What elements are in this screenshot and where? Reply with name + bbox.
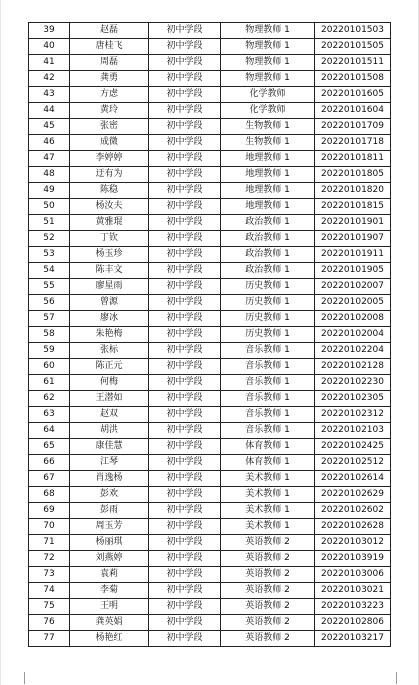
cell-subject-position: 美术教师 1 — [221, 503, 315, 519]
cell-name: 赵磊 — [70, 23, 149, 39]
cell-subject-position: 音乐教师 1 — [221, 423, 315, 439]
cell-subject-position: 英语教师 2 — [221, 615, 315, 631]
cell-name: 丁钦 — [70, 231, 149, 247]
cell-exam-id: 20220103217 — [315, 631, 391, 647]
table-row — [29, 471, 391, 487]
cell-name: 王潜如 — [70, 391, 149, 407]
table-row — [29, 295, 391, 311]
table-row — [29, 599, 391, 615]
cell-exam-id: 20220102128 — [315, 359, 391, 375]
table-row — [29, 135, 391, 151]
cell-subject-position: 地理教师 1 — [221, 167, 315, 183]
cell-school-stage: 初中学段 — [149, 423, 221, 439]
cell-name: 廖星雨 — [70, 279, 149, 295]
cell-name: 龚英娟 — [70, 615, 149, 631]
cell-school-stage: 初中学段 — [149, 599, 221, 615]
cell-name: 陈丰文 — [70, 263, 149, 279]
table-row — [29, 167, 391, 183]
cell-subject-position: 政治教师 1 — [221, 247, 315, 263]
table-row — [29, 247, 391, 263]
cell-name: 杨汝夫 — [70, 199, 149, 215]
cell-exam-id: 20220103021 — [315, 583, 391, 599]
cell-exam-id: 20220102103 — [315, 423, 391, 439]
page-corner-mark-right — [396, 672, 407, 684]
cell-school-stage: 初中学段 — [149, 183, 221, 199]
cell-subject-position: 生物教师 1 — [221, 119, 315, 135]
cell-school-stage: 初中学段 — [149, 535, 221, 551]
cell-subject-position: 历史教师 1 — [221, 295, 315, 311]
cell-name: 彭雨 — [70, 503, 149, 519]
cell-name: 王明 — [70, 599, 149, 615]
roster-table-body — [29, 23, 391, 647]
cell-exam-id: 20220101505 — [315, 39, 391, 55]
cell-number: 72 — [29, 551, 70, 567]
cell-name: 周玉芳 — [70, 519, 149, 535]
cell-exam-id: 20220102305 — [315, 391, 391, 407]
cell-subject-position: 音乐教师 1 — [221, 359, 315, 375]
cell-exam-id: 20220102628 — [315, 519, 391, 535]
table-row — [29, 359, 391, 375]
cell-school-stage: 初中学段 — [149, 247, 221, 263]
table-row — [29, 103, 391, 119]
cell-number: 41 — [29, 55, 70, 71]
cell-school-stage: 初中学段 — [149, 151, 221, 167]
cell-exam-id: 20220101815 — [315, 199, 391, 215]
cell-exam-id: 20220102008 — [315, 311, 391, 327]
cell-exam-id: 20220103223 — [315, 599, 391, 615]
cell-school-stage: 初中学段 — [149, 551, 221, 567]
table-row — [29, 311, 391, 327]
cell-number: 62 — [29, 391, 70, 407]
cell-number: 52 — [29, 231, 70, 247]
cell-school-stage: 初中学段 — [149, 615, 221, 631]
cell-exam-id: 20220102204 — [315, 343, 391, 359]
cell-exam-id: 20220103006 — [315, 567, 391, 583]
cell-number: 61 — [29, 375, 70, 391]
cell-subject-position: 历史教师 1 — [221, 327, 315, 343]
cell-school-stage: 初中学段 — [149, 327, 221, 343]
cell-subject-position: 物理教师 1 — [221, 23, 315, 39]
cell-subject-position: 物理教师 1 — [221, 55, 315, 71]
cell-exam-id: 20220101718 — [315, 135, 391, 151]
cell-exam-id: 20220102230 — [315, 375, 391, 391]
cell-number: 44 — [29, 103, 70, 119]
cell-subject-position: 英语教师 2 — [221, 551, 315, 567]
cell-exam-id: 20220102312 — [315, 407, 391, 423]
cell-number: 68 — [29, 487, 70, 503]
cell-name: 赵双 — [70, 407, 149, 423]
cell-number: 67 — [29, 471, 70, 487]
cell-subject-position: 历史教师 1 — [221, 279, 315, 295]
cell-subject-position: 化学教师 — [221, 103, 315, 119]
cell-number: 56 — [29, 295, 70, 311]
cell-school-stage: 初中学段 — [149, 375, 221, 391]
cell-number: 58 — [29, 327, 70, 343]
cell-name: 康佳慧 — [70, 439, 149, 455]
cell-name: 杨玉珍 — [70, 247, 149, 263]
cell-exam-id: 20220102005 — [315, 295, 391, 311]
cell-subject-position: 英语教师 2 — [221, 535, 315, 551]
cell-school-stage: 初中学段 — [149, 631, 221, 647]
cell-exam-id: 20220101901 — [315, 215, 391, 231]
cell-name: 陈正元 — [70, 359, 149, 375]
cell-exam-id: 20220101605 — [315, 87, 391, 103]
cell-school-stage: 初中学段 — [149, 231, 221, 247]
cell-name: 黄玲 — [70, 103, 149, 119]
cell-exam-id: 20220102614 — [315, 471, 391, 487]
cell-exam-id: 20220101604 — [315, 103, 391, 119]
cell-name: 杨艳红 — [70, 631, 149, 647]
cell-school-stage: 初中学段 — [149, 119, 221, 135]
cell-school-stage: 初中学段 — [149, 487, 221, 503]
cell-subject-position: 地理教师 1 — [221, 183, 315, 199]
cell-school-stage: 初中学段 — [149, 23, 221, 39]
cell-name: 张密 — [70, 119, 149, 135]
cell-number: 64 — [29, 423, 70, 439]
cell-school-stage: 初中学段 — [149, 343, 221, 359]
table-row — [29, 455, 391, 471]
cell-number: 60 — [29, 359, 70, 375]
cell-exam-id: 20220102629 — [315, 487, 391, 503]
cell-number: 54 — [29, 263, 70, 279]
cell-exam-id: 20220103919 — [315, 551, 391, 567]
table-row — [29, 439, 391, 455]
cell-name: 曾源 — [70, 295, 149, 311]
table-row — [29, 631, 391, 647]
cell-school-stage: 初中学段 — [149, 359, 221, 375]
cell-name: 胡洪 — [70, 423, 149, 439]
cell-name: 廖冰 — [70, 311, 149, 327]
cell-number: 74 — [29, 583, 70, 599]
table-row — [29, 615, 391, 631]
table-row — [29, 199, 391, 215]
cell-school-stage: 初中学段 — [149, 439, 221, 455]
cell-subject-position: 英语教师 2 — [221, 631, 315, 647]
cell-exam-id: 20220101907 — [315, 231, 391, 247]
cell-name: 刘燕婷 — [70, 551, 149, 567]
cell-subject-position: 美术教师 1 — [221, 487, 315, 503]
cell-subject-position: 化学教师 — [221, 87, 315, 103]
cell-number: 51 — [29, 215, 70, 231]
table-row — [29, 215, 391, 231]
cell-name: 肖逸杨 — [70, 471, 149, 487]
table-row — [29, 231, 391, 247]
table-row — [29, 119, 391, 135]
cell-subject-position: 英语教师 2 — [221, 583, 315, 599]
table-row — [29, 423, 391, 439]
cell-name: 唐桂飞 — [70, 39, 149, 55]
cell-subject-position: 英语教师 2 — [221, 599, 315, 615]
cell-subject-position: 音乐教师 1 — [221, 391, 315, 407]
cell-subject-position: 政治教师 1 — [221, 263, 315, 279]
teacher-roster-table — [28, 22, 391, 647]
cell-subject-position: 物理教师 1 — [221, 71, 315, 87]
cell-subject-position: 地理教师 1 — [221, 151, 315, 167]
cell-exam-id: 20220103012 — [315, 535, 391, 551]
cell-exam-id: 20220101911 — [315, 247, 391, 263]
cell-exam-id: 20220102425 — [315, 439, 391, 455]
table-row — [29, 151, 391, 167]
cell-number: 43 — [29, 87, 70, 103]
cell-school-stage: 初中学段 — [149, 135, 221, 151]
table-row — [29, 519, 391, 535]
cell-subject-position: 美术教师 1 — [221, 519, 315, 535]
cell-name: 江琴 — [70, 455, 149, 471]
cell-exam-id: 20220102602 — [315, 503, 391, 519]
cell-exam-id: 20220101709 — [315, 119, 391, 135]
cell-name: 迂有为 — [70, 167, 149, 183]
cell-number: 71 — [29, 535, 70, 551]
cell-school-stage: 初中学段 — [149, 55, 221, 71]
cell-name: 陈稳 — [70, 183, 149, 199]
cell-school-stage: 初中学段 — [149, 295, 221, 311]
table-row — [29, 327, 391, 343]
cell-school-stage: 初中学段 — [149, 567, 221, 583]
table-row — [29, 535, 391, 551]
table-row — [29, 375, 391, 391]
page-corner-mark-left — [14, 672, 25, 684]
cell-school-stage: 初中学段 — [149, 503, 221, 519]
table-row — [29, 183, 391, 199]
cell-school-stage: 初中学段 — [149, 455, 221, 471]
cell-subject-position: 生物教师 1 — [221, 135, 315, 151]
cell-school-stage: 初中学段 — [149, 391, 221, 407]
cell-number: 42 — [29, 71, 70, 87]
cell-school-stage: 初中学段 — [149, 407, 221, 423]
cell-school-stage: 初中学段 — [149, 583, 221, 599]
cell-name: 龚勇 — [70, 71, 149, 87]
cell-name: 杨丽琪 — [70, 535, 149, 551]
cell-name: 李婷婷 — [70, 151, 149, 167]
cell-name: 周磊 — [70, 55, 149, 71]
cell-school-stage: 初中学段 — [149, 279, 221, 295]
cell-subject-position: 体育教师 1 — [221, 439, 315, 455]
cell-exam-id: 20220101508 — [315, 71, 391, 87]
cell-subject-position: 美术教师 1 — [221, 471, 315, 487]
cell-exam-id: 20220101820 — [315, 183, 391, 199]
cell-number: 76 — [29, 615, 70, 631]
cell-number: 55 — [29, 279, 70, 295]
cell-name: 朱艳梅 — [70, 327, 149, 343]
cell-number: 57 — [29, 311, 70, 327]
cell-subject-position: 政治教师 1 — [221, 231, 315, 247]
table-row — [29, 23, 391, 39]
cell-school-stage: 初中学段 — [149, 39, 221, 55]
cell-name: 何梅 — [70, 375, 149, 391]
cell-number: 49 — [29, 183, 70, 199]
cell-subject-position: 音乐教师 1 — [221, 343, 315, 359]
table-row — [29, 39, 391, 55]
cell-school-stage: 初中学段 — [149, 199, 221, 215]
table-row — [29, 71, 391, 87]
cell-school-stage: 初中学段 — [149, 519, 221, 535]
cell-name: 张标 — [70, 343, 149, 359]
table-row — [29, 407, 391, 423]
cell-name: 方虑 — [70, 87, 149, 103]
cell-exam-id: 20220101511 — [315, 55, 391, 71]
table-row — [29, 263, 391, 279]
table-row — [29, 567, 391, 583]
cell-exam-id: 20220102004 — [315, 327, 391, 343]
cell-exam-id: 20220102806 — [315, 615, 391, 631]
cell-school-stage: 初中学段 — [149, 311, 221, 327]
table-row — [29, 279, 391, 295]
table-row — [29, 503, 391, 519]
cell-number: 73 — [29, 567, 70, 583]
cell-school-stage: 初中学段 — [149, 71, 221, 87]
cell-number: 63 — [29, 407, 70, 423]
cell-exam-id: 20220101811 — [315, 151, 391, 167]
cell-number: 40 — [29, 39, 70, 55]
cell-number: 59 — [29, 343, 70, 359]
cell-number: 53 — [29, 247, 70, 263]
cell-number: 47 — [29, 151, 70, 167]
cell-school-stage: 初中学段 — [149, 87, 221, 103]
cell-school-stage: 初中学段 — [149, 167, 221, 183]
cell-subject-position: 地理教师 1 — [221, 199, 315, 215]
cell-exam-id: 20220101805 — [315, 167, 391, 183]
table-row — [29, 343, 391, 359]
cell-number: 69 — [29, 503, 70, 519]
cell-number: 50 — [29, 199, 70, 215]
cell-school-stage: 初中学段 — [149, 471, 221, 487]
cell-subject-position: 英语教师 2 — [221, 567, 315, 583]
table-row — [29, 87, 391, 103]
cell-name: 成微 — [70, 135, 149, 151]
cell-subject-position: 历史教师 1 — [221, 311, 315, 327]
cell-name: 李菊 — [70, 583, 149, 599]
cell-number: 70 — [29, 519, 70, 535]
cell-number: 48 — [29, 167, 70, 183]
cell-subject-position: 物理教师 1 — [221, 39, 315, 55]
cell-number: 66 — [29, 455, 70, 471]
cell-number: 77 — [29, 631, 70, 647]
cell-exam-id: 20220101503 — [315, 23, 391, 39]
cell-subject-position: 音乐教师 1 — [221, 375, 315, 391]
table-row — [29, 55, 391, 71]
cell-number: 46 — [29, 135, 70, 151]
cell-school-stage: 初中学段 — [149, 103, 221, 119]
cell-name: 黄雅琨 — [70, 215, 149, 231]
cell-number: 45 — [29, 119, 70, 135]
cell-number: 65 — [29, 439, 70, 455]
cell-number: 75 — [29, 599, 70, 615]
cell-school-stage: 初中学段 — [149, 263, 221, 279]
cell-subject-position: 体育教师 1 — [221, 455, 315, 471]
cell-exam-id: 20220102512 — [315, 455, 391, 471]
table-row — [29, 391, 391, 407]
cell-number: 39 — [29, 23, 70, 39]
cell-subject-position: 政治教师 1 — [221, 215, 315, 231]
cell-school-stage: 初中学段 — [149, 215, 221, 231]
cell-exam-id: 20220102007 — [315, 279, 391, 295]
table-row — [29, 551, 391, 567]
cell-subject-position: 音乐教师 1 — [221, 407, 315, 423]
table-row — [29, 487, 391, 503]
cell-name: 袁莉 — [70, 567, 149, 583]
cell-name: 彭欢 — [70, 487, 149, 503]
cell-exam-id: 20220101905 — [315, 263, 391, 279]
table-row — [29, 583, 391, 599]
